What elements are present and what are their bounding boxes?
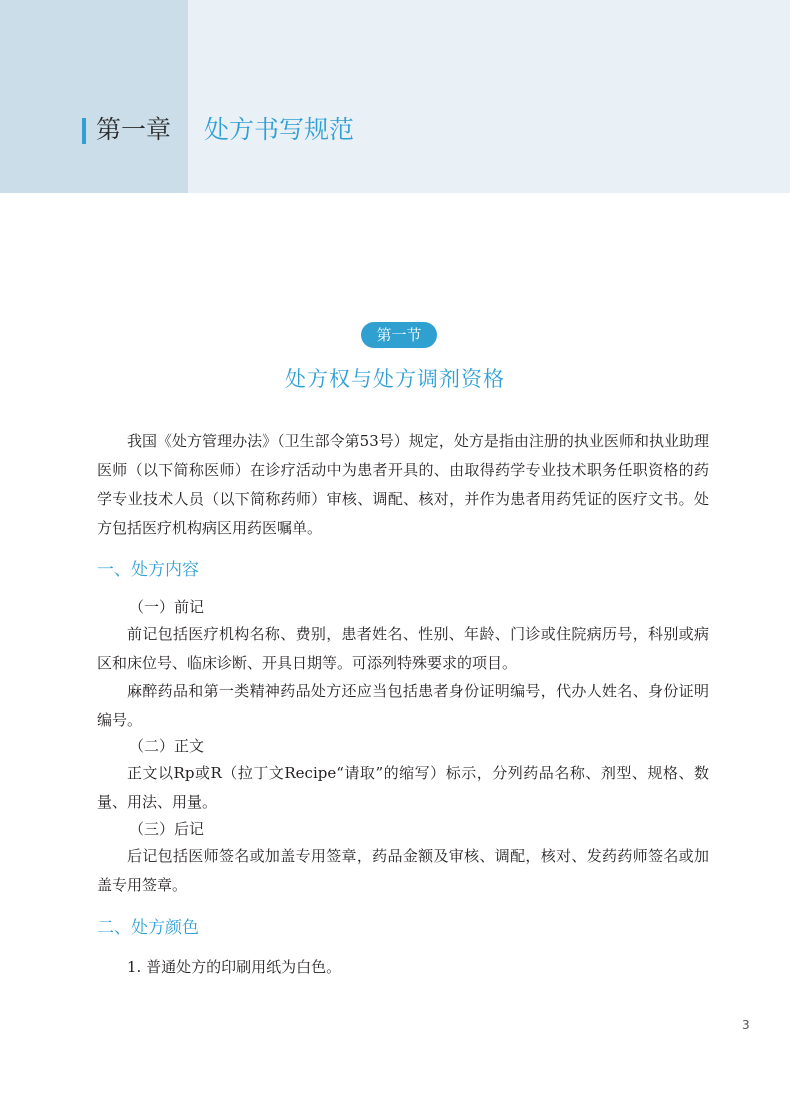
subheading-back-matter: （三）后记	[129, 820, 205, 838]
subheading-front-matter: （一）前记	[129, 598, 205, 616]
heading-prescription-content: 一、处方内容	[97, 560, 199, 580]
front-matter-paragraph: 前记包括医疗机构名称、费别，患者姓名、性别、年龄、门诊或住院病历号，科别或病区和床位号、临床诊断、开具日期等。可添列特殊要求的项目。	[97, 625, 709, 672]
chapter-accent-bar	[82, 118, 86, 144]
section-title: 处方权与处方调剂资格	[285, 367, 505, 391]
back-matter-paragraph: 后记包括医师签名或加盖专用签章，药品金额及审核、调配，核对、发药药师签名或加盖专用签章。	[97, 847, 709, 894]
chapter-label: 第一章	[96, 115, 172, 144]
page-number: 3	[742, 1018, 750, 1032]
body-paragraph: 正文以Rp或R（拉丁文Recipe“请取”的缩写）标示，分列药品名称、剂型、规格、数量、用法、用量。	[97, 764, 709, 811]
color-item-1: 1. 普通处方的印刷用纸为白色。	[127, 958, 342, 976]
chapter-title: 处方书写规范	[204, 115, 355, 144]
section-badge: 第一节	[361, 322, 437, 348]
heading-prescription-color: 二、处方颜色	[97, 918, 199, 938]
subheading-body: （二）正文	[129, 737, 205, 755]
narcotics-paragraph: 麻醉药品和第一类精神药品处方还应当包括患者身份证明编号，代办人姓名、身份证明编号。	[97, 682, 709, 729]
chapter-header-block	[0, 0, 188, 193]
intro-paragraph: 我国《处方管理办法》（卫生部令第53号）规定，处方是指由注册的执业医师和执业助理医师（以下简称医师）在诊疗活动中为患者开具的、由取得药学专业技术职务任职资格的药学专业技术人员（以下简称药师）审核、调配、核对，并作为患者用药凭证的医疗文书。处方包括医疗机构病区用药医嘱单。	[97, 432, 709, 537]
